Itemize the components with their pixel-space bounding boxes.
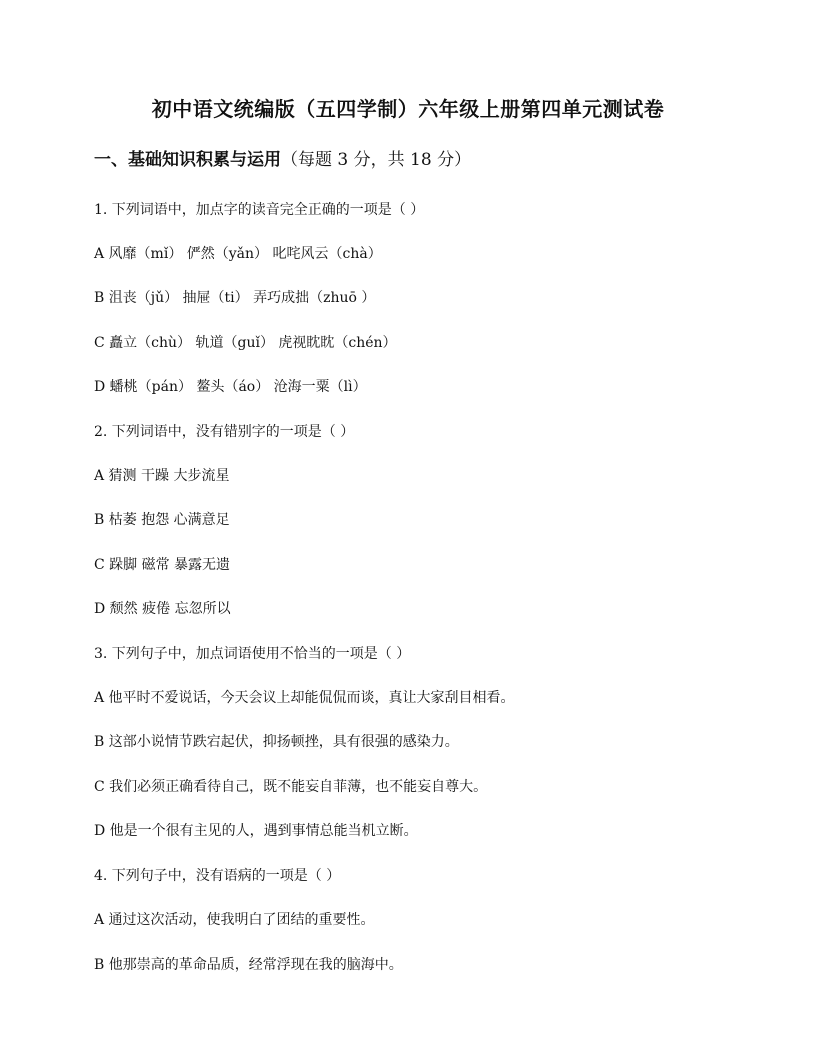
question-3-option-d: D 他是一个很有主见的人，遇到事情总能当机立断。 — [94, 823, 418, 839]
question-3-stem: 3. 下列句子中，加点词语使用不恰当的一项是（ ） — [94, 646, 411, 662]
question-2-option-a: A 猜测 干躁 大步流星 — [94, 468, 230, 484]
question-1-stem: 1. 下列词语中，加点字的读音完全正确的一项是（ ） — [94, 202, 425, 218]
question-3-option-c: C 我们必须正确看待自己，既不能妄自菲薄，也不能妄自尊大。 — [94, 779, 488, 795]
question-4-option-b: B 他那崇高的革命品质，经常浮现在我的脑海中。 — [94, 957, 403, 973]
question-2-option-c: C 跺脚 磁常 暴露无遗 — [94, 557, 231, 573]
question-2-stem: 2. 下列词语中，没有错别字的一项是（ ） — [94, 424, 355, 440]
question-3-option-a: A 他平时不爱说话，今天会议上却能侃侃而谈，真让大家刮目相看。 — [94, 690, 515, 706]
question-3-option-b: B 这部小说情节跌宕起伏，抑扬顿挫，具有很强的感染力。 — [94, 734, 459, 750]
section-heading-text: 一、基础知识积累与运用 — [94, 150, 281, 170]
question-2-option-d: D 颓然 疲倦 忘忽所以 — [94, 601, 231, 617]
question-2-option-b: B 枯萎 抱怨 心满意足 — [94, 512, 230, 528]
question-1-option-d: D 蟠桃（pán） 鳌头（áo） 沧海一粟（lì） — [94, 379, 367, 395]
question-1-option-c: C 矗立（chù） 轨道（guǐ） 虎视眈眈（chén） — [94, 335, 397, 351]
question-4-stem: 4. 下列句子中，没有语病的一项是（ ） — [94, 868, 341, 884]
section-score-note: （每题 3 分，共 18 分） — [281, 150, 472, 170]
section-heading — [94, 148, 471, 172]
question-1-option-b: B 沮丧（jǔ） 抽屉（ti） 弄巧成拙（zhuō ） — [94, 290, 376, 306]
question-1-option-a: A 风靡（mǐ） 俨然（yǎn） 叱咤风云（chà） — [94, 246, 382, 262]
question-4-option-a: A 通过这次活动，使我明白了团结的重要性。 — [94, 912, 375, 928]
document-title: 初中语文统编版（五四学制）六年级上册第四单元测试卷 — [151, 97, 665, 121]
